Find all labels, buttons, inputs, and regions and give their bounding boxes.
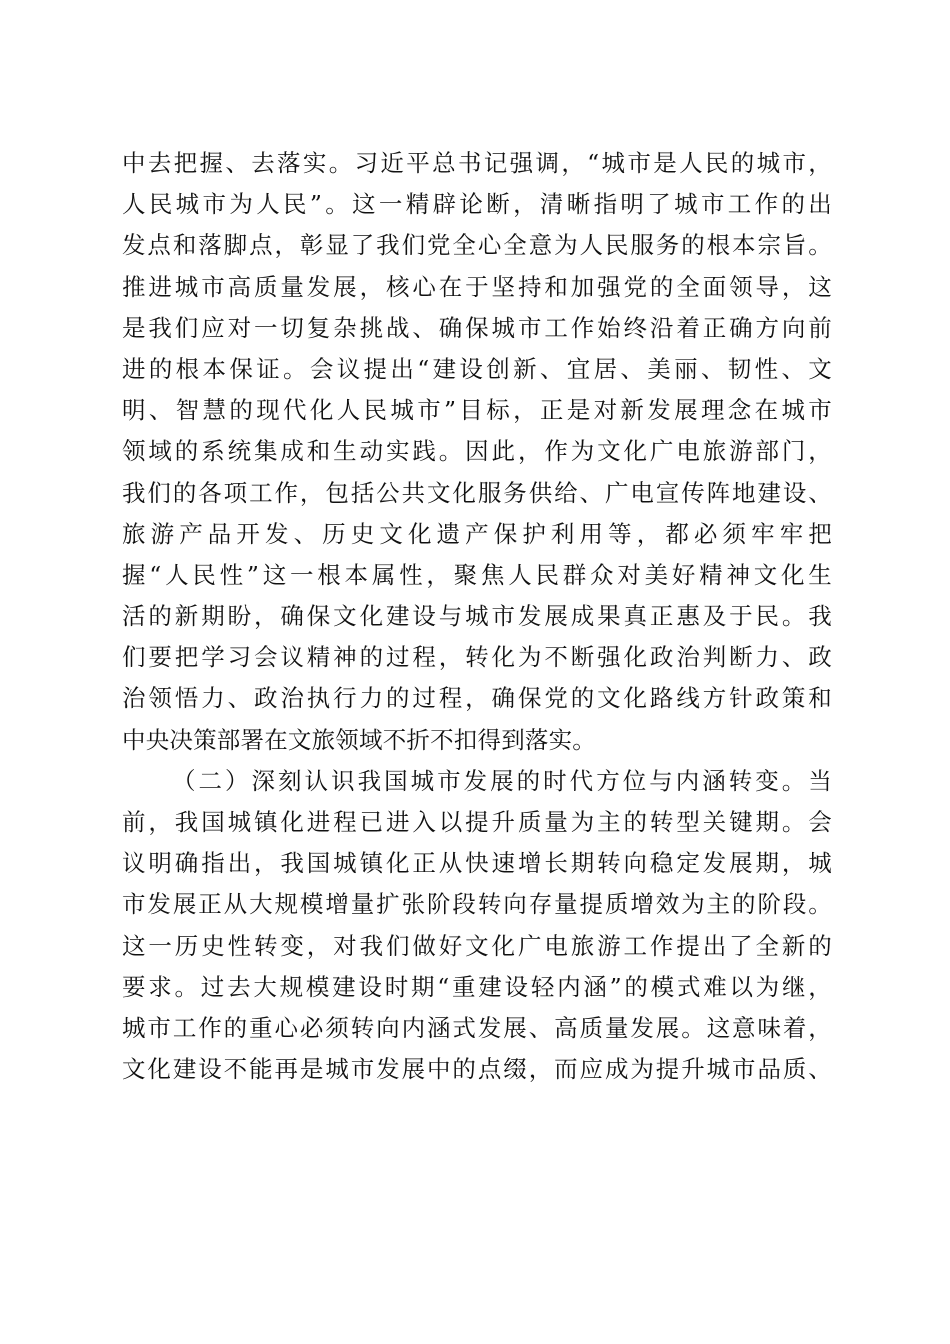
text-line: 进的根本保证。会议提出“建设创新、宜居、美丽、韧性、文 — [122, 354, 832, 383]
text-line: 人民城市为人民”。这一精辟论断，清晰指明了城市工作的出 — [122, 190, 832, 219]
body-text — [122, 143, 832, 1090]
text-line: 议明确指出，我国城镇化正从快速增长期转向稳定发展期，城 — [122, 849, 832, 878]
text-line: 明、智慧的现代化人民城市”目标，正是对新发展理念在城市 — [122, 396, 832, 425]
text-line: 城市工作的重心必须转向内涵式发展、高质量发展。这意味着， — [122, 1013, 832, 1042]
text-line: 治领悟力、政治执行力的过程，确保党的文化路线方针政策和 — [122, 684, 832, 713]
text-line: 推进城市高质量发展，核心在于坚持和加强党的全面领导，这 — [122, 272, 832, 301]
section-heading-line: （二）深刻认识我国城市发展的时代方位与内涵转变。当 — [172, 766, 832, 795]
text-line: 要求。过去大规模建设时期“重建设轻内涵”的模式难以为继， — [122, 972, 832, 1001]
text-line: 握“人民性”这一根本属性，聚焦人民群众对美好精神文化生 — [122, 560, 832, 589]
text-line: 中央决策部署在文旅领域不折不扣得到落实。 — [122, 725, 596, 754]
text-line: 中去把握、去落实。习近平总书记强调，“城市是人民的城市， — [122, 149, 832, 177]
text-line: 旅游产品开发、历史文化遗产保护利用等，都必须牢牢把 — [122, 519, 832, 548]
text-line: 这一历史性转变，对我们做好文化广电旅游工作提出了全新的 — [122, 931, 832, 960]
text-line: 市发展正从大规模增量扩张阶段转向存量提质增效为主的阶段。 — [122, 890, 832, 919]
text-line: 领域的系统集成和生动实践。因此，作为文化广电旅游部门， — [122, 437, 832, 466]
text-line: 们要把学习会议精神的过程，转化为不断强化政治判断力、政 — [122, 643, 832, 672]
text-line: 我们的各项工作，包括公共文化服务供给、广电宣传阵地建设、 — [122, 478, 832, 507]
text-line: 活的新期盼，确保文化建设与城市发展成果真正惠及于民。我 — [122, 602, 832, 631]
text-line: 是我们应对一切复杂挑战、确保城市工作始终沿着正确方向前 — [122, 313, 832, 342]
text-line: 发点和落脚点，彰显了我们党全心全意为人民服务的根本宗旨。 — [122, 231, 832, 260]
text-line: 文化建设不能再是城市发展中的点缀，而应成为提升城市品质、 — [122, 1055, 832, 1084]
text-line: 前，我国城镇化进程已进入以提升质量为主的转型关键期。会 — [122, 808, 832, 836]
